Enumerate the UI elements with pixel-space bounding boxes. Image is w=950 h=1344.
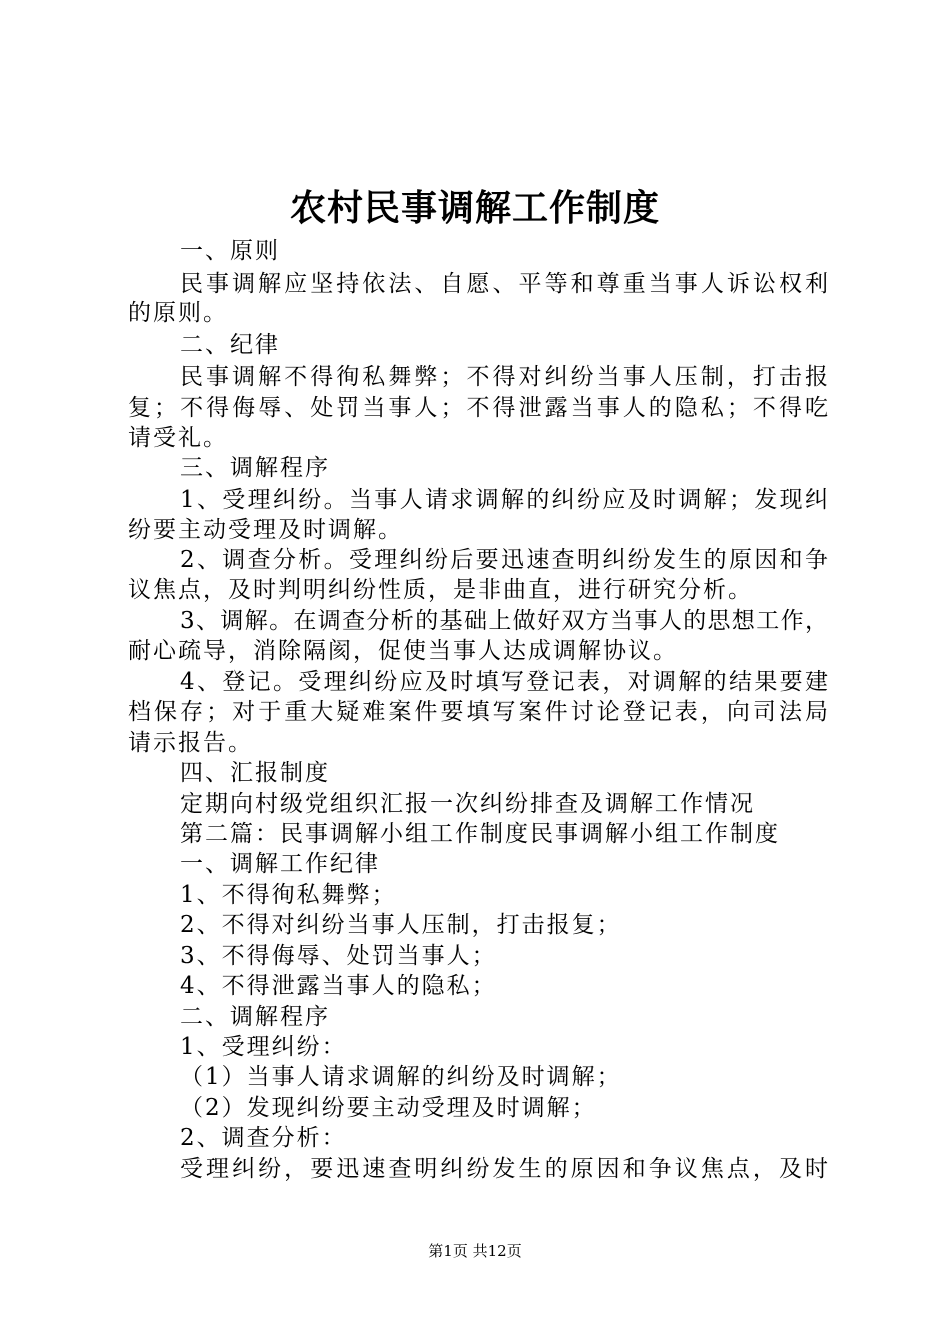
list-item: 4、不得泄露当事人的隐私； <box>180 973 497 999</box>
page-number: 第1页 共12页 <box>428 1242 522 1260</box>
section-heading: 三、调解程序 <box>180 455 330 481</box>
section-heading: 一、调解工作纪律 <box>180 851 380 877</box>
paragraph-line: 请受礼。 <box>128 425 228 451</box>
list-item: 2、调查分析： <box>180 1125 347 1151</box>
list-item: 1、不得徇私舞弊； <box>180 882 397 908</box>
list-item: 2、不得对纠纷当事人压制，打击报复； <box>180 912 622 938</box>
paragraph-line: 1、受理纠纷。当事人请求调解的纠纷应及时调解；发现纠 <box>180 487 828 513</box>
paragraph-line: 纷要主动受理及时调解。 <box>128 517 403 543</box>
list-item: （1）当事人请求调解的纠纷及时调解； <box>180 1064 622 1090</box>
paragraph-line: 2、调查分析。受理纠纷后要迅速查明纠纷发生的原因和争 <box>180 547 828 573</box>
page-title: 农村民事调解工作制度 <box>289 187 660 229</box>
list-item: （2）发现纠纷要主动受理及时调解； <box>180 1095 597 1121</box>
paragraph-line: 的原则。 <box>128 300 228 326</box>
section-heading: 四、汇报制度 <box>180 760 330 786</box>
paragraph-line: 耐心疏导，消除隔阂，促使当事人达成调解协议。 <box>128 638 678 664</box>
paragraph-line: 民事调解不得徇私舞弊；不得对纠纷当事人压制，打击报 <box>180 364 828 390</box>
section-heading: 二、调解程序 <box>180 1004 330 1030</box>
paragraph-line: 请示报告。 <box>128 730 253 756</box>
list-item: 3、不得侮辱、处罚当事人； <box>180 943 497 969</box>
paragraph-line: 民事调解应坚持依法、自愿、平等和尊重当事人诉讼权利 <box>180 271 828 297</box>
paragraph-line: 议焦点，及时判明纠纷性质，是非曲直，进行研究分析。 <box>128 577 753 603</box>
list-item: 1、受理纠纷： <box>180 1034 347 1060</box>
section-heading: 一、原则 <box>180 238 280 264</box>
paragraph-line: 受理纠纷，要迅速查明纠纷发生的原因和争议焦点，及时 <box>180 1156 828 1182</box>
chapter-heading: 第二篇：民事调解小组工作制度民事调解小组工作制度 <box>180 821 780 847</box>
paragraph-line: 档保存；对于重大疑难案件要填写案件讨论登记表，向司法局 <box>128 699 828 725</box>
section-heading: 二、纪律 <box>180 332 280 358</box>
paragraph-line: 定期向村级党组织汇报一次纠纷排查及调解工作情况 <box>180 791 755 817</box>
paragraph-line: 3、调解。在调查分析的基础上做好双方当事人的思想工作， <box>180 608 828 634</box>
paragraph-line: 复；不得侮辱、处罚当事人；不得泄露当事人的隐私；不得吃 <box>128 395 828 421</box>
paragraph-line: 4、登记。受理纠纷应及时填写登记表，对调解的结果要建 <box>180 669 828 695</box>
